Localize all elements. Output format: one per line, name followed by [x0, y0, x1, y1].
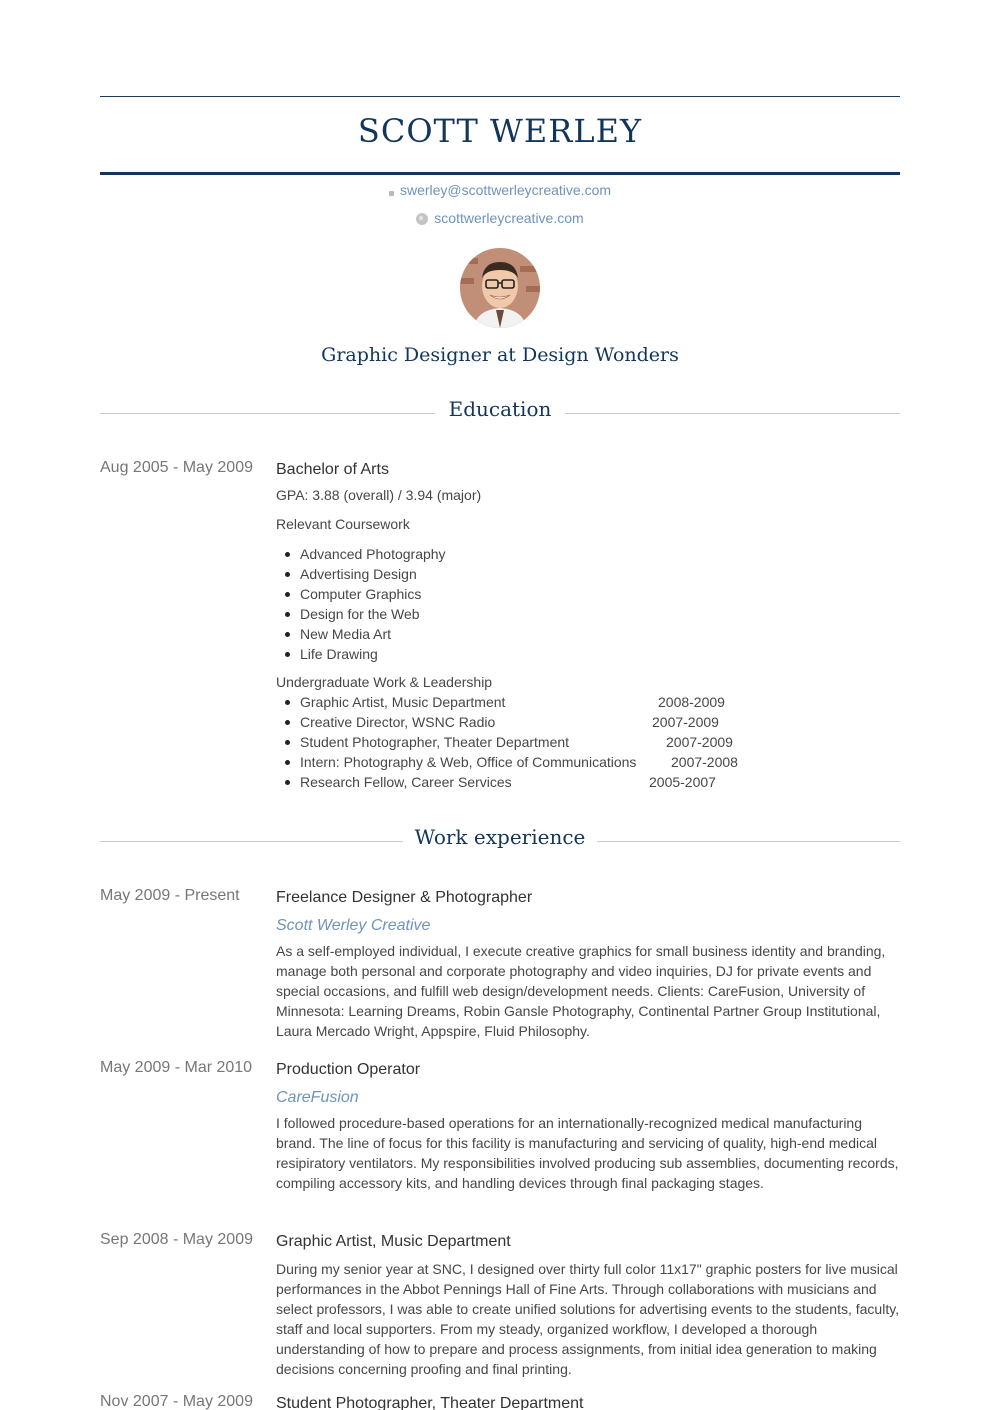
headline: Graphic Designer at Design Wonders: [321, 344, 679, 366]
job-entry: [276, 887, 900, 1041]
job-description: As a self-employed individual, I execute creative graphics for small business identity and branding, manage both personal and corporate photography and video inquiries, DJ for private events and special occasions, and fulfill web design/development needs. Clients: CareFusion, University of Minnesota: Learning Dreams, Robin Gansle Photography, Continental Partner Group Institutional, Laura Mercado Wright, Appspire, Fluid Philosophy.: [276, 943, 886, 1039]
job-date: Sep 2008 - May 2009: [100, 1231, 253, 1248]
job-role: Student Photographer, Theater Department: [276, 1395, 584, 1410]
list-item: Design for the Web: [276, 604, 900, 624]
list-item: [276, 712, 900, 732]
list-item: Advanced Photography: [276, 544, 900, 564]
candidate-name: SCOTT WERLEY: [357, 112, 643, 150]
job-description: I followed procedure-based operations for an internationally-recognized medical manufacturing brand. The line of focus for this facility is manufacturing and servicing of quality, high-end medical resipiratory ventilators. My responsibilities involved producing sub assemblies, documenting records, compiling accessory kits, and handling devices through final packaging stages.: [276, 1115, 899, 1191]
resume-page: [100, 0, 900, 1410]
undergrad-work-list: [276, 692, 900, 792]
email-icon: [389, 191, 394, 196]
job-role: Graphic Artist, Music Department: [276, 1233, 511, 1250]
work-years: 2007-2008: [671, 754, 738, 770]
degree: Bachelor of Arts: [276, 461, 389, 478]
list-item: [276, 732, 900, 752]
job-role: Production Operator: [276, 1061, 421, 1078]
work-years: 2005-2007: [649, 774, 716, 790]
job-entry: [276, 1231, 900, 1379]
email-link[interactable]: swerley@scottwerleycreative.com: [399, 182, 612, 198]
experience-section-header: [100, 825, 900, 855]
job-date: May 2009 - Mar 2010: [100, 1059, 253, 1076]
globe-icon: [416, 213, 428, 225]
coursework-list: [276, 544, 900, 664]
top-rule: [100, 96, 900, 97]
job-company[interactable]: CareFusion: [276, 1089, 359, 1106]
experience-title: Work experience: [414, 825, 586, 849]
gpa: GPA: 3.88 (overall) / 3.94 (major): [276, 487, 482, 503]
work-role: Research Fellow, Career Services: [300, 774, 512, 790]
work-years: 2008-2009: [658, 694, 725, 710]
education-date: Aug 2005 - May 2009: [100, 459, 253, 476]
education-entry: [276, 459, 900, 792]
job-date: May 2009 - Present: [100, 887, 240, 904]
job-description: During my senior year at SNC, I designed over thirty full color 11x17" graphic posters for live musical performances in the Abbot Pennings Hall of Fine Arts. Through collaborations with musicians and select professors, I was able to create unified solutions for advertising events to the students, faculty, staff and local supporters. From my steady, organized workflow, I developed a thorough understanding of how to prepare and process assignments, from initial idea generation to making decisions concerning proofing and final printing.: [276, 1261, 900, 1377]
coursework-label: Relevant Coursework: [276, 516, 410, 532]
work-role: Student Photographer, Theater Department: [300, 734, 570, 750]
job-entry: [276, 1059, 900, 1193]
list-item: [276, 692, 900, 712]
list-item: [276, 752, 900, 772]
job-entry: [276, 1393, 900, 1410]
website-contact[interactable]: [100, 210, 900, 226]
list-item: Life Drawing: [276, 644, 900, 664]
education-title: Education: [448, 397, 552, 421]
work-role: Creative Director, WSNC Radio: [300, 714, 496, 730]
job-date: Nov 2007 - May 2009: [100, 1393, 253, 1410]
education-section-header: [100, 397, 900, 427]
work-years: 2007-2009: [666, 734, 733, 750]
job-company[interactable]: Scott Werley Creative: [276, 917, 431, 934]
job-role: Freelance Designer & Photographer: [276, 889, 533, 906]
work-role: Intern: Photography & Web, Office of Communications: [300, 754, 637, 770]
avatar: [460, 248, 540, 328]
work-label: Undergraduate Work & Leadership: [276, 674, 493, 690]
work-years: 2007-2009: [652, 714, 719, 730]
list-item: Computer Graphics: [276, 584, 900, 604]
list-item: New Media Art: [276, 624, 900, 644]
avatar-photo: [460, 248, 540, 328]
work-role: Graphic Artist, Music Department: [300, 694, 506, 710]
email-contact[interactable]: [100, 182, 900, 198]
name-underline: [100, 172, 900, 175]
website-link[interactable]: scottwerleycreative.com: [434, 210, 584, 226]
list-item: [276, 772, 900, 792]
list-item: Advertising Design: [276, 564, 900, 584]
